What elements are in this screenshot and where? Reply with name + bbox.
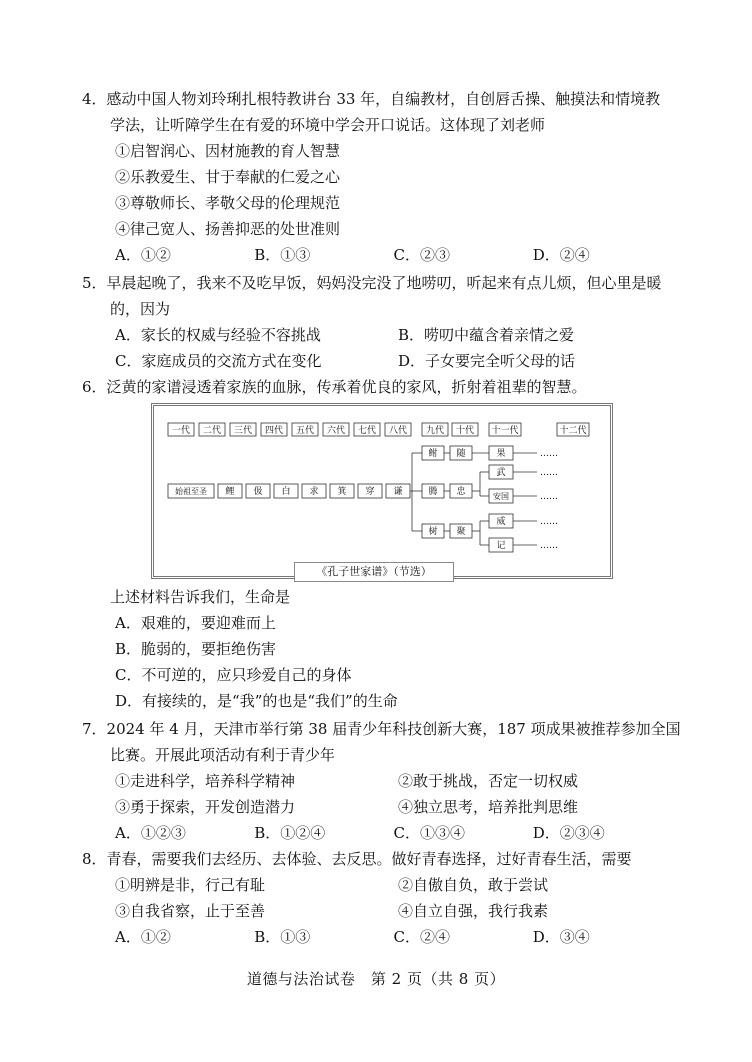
eleventh-0: 果 [496,449,506,459]
q8-item-4: ④自立自强，我行我素 [398,902,549,920]
chain-2: 伋 [253,487,263,497]
ellipsis-3: …… [540,492,558,502]
q4-item-3: ③尊敬师长、孝敬父母的伦理规范 [115,194,341,212]
q7-option-c[interactable]: C．①③④ [393,824,465,842]
q7-items-row1 [82,768,672,794]
chain-0: 始祖至圣 [175,487,207,496]
question-5 [82,270,672,374]
chain-5: 箕 [337,487,347,497]
q4-stem-line1: 4．感动中国人物刘玲琍扎根特教讲台 33 年，自编教材，自创唇舌操、触摸法和情境教 [82,90,661,108]
q8-items-row1 [82,872,672,898]
gen-6: 六代 [326,426,346,436]
q4-options [82,242,672,268]
q7-item-3: ③勇于探索，开发创造潜力 [115,798,296,816]
q5-stem-line2: 的，因为 [110,300,171,318]
q6-option-d[interactable]: D．有接续的，是“我”的也是“我们”的生命 [115,692,398,710]
tenth-2: 聚 [456,527,466,537]
chain-3: 白 [281,487,291,497]
gen-4: 四代 [264,426,284,436]
eleventh-4: 记 [496,541,506,551]
q6-option-a[interactable]: A．艰难的，要迎难而上 [115,614,276,632]
q5-option-c[interactable]: C．家庭成员的交流方式在变化 [115,352,322,370]
q6-option-c[interactable]: C．不可逆的，应只珍爱自己的身体 [115,666,352,684]
ninth-0: 鲋 [428,449,438,459]
eleventh-1: 武 [496,468,506,478]
gen-9: 九代 [425,426,445,436]
q8-item-1: ①明辨是非，行己有耻 [115,876,266,894]
q8-option-d[interactable]: D．③④ [532,928,590,946]
q5-options-row1 [82,322,672,348]
family-tree-svg [154,406,610,576]
q8-options [82,924,672,950]
q8-option-a[interactable]: A．①② [115,928,171,946]
figure-caption: 《孔子世家谱》（节选） [294,562,454,582]
q5-stem-line1: 5．早晨起晚了，我来不及吃早饭，妈妈没完没了地唠叨，听起来有点儿烦，但心里是暖 [82,274,662,292]
gen-10: 十代 [455,426,475,436]
ninth-2: 树 [428,527,438,537]
question-4 [82,86,672,268]
chain-7: 谦 [393,487,403,497]
ellipsis-4: …… [540,517,558,527]
q7-items-row2 [82,794,672,820]
question-8 [82,846,672,950]
q4-item-2: ②乐教爱生、甘于奉献的仁爱之心 [115,168,341,186]
eleventh-2: 安国 [493,492,509,501]
q4-option-d[interactable]: D．②④ [532,246,590,264]
q7-option-a[interactable]: A．①②③ [115,824,186,842]
gen-2: 二代 [202,426,222,436]
q7-stem-line1: 7．2024 年 4 月，天津市举行第 38 届青少年科技创新大赛，187 项成果被推荐参加全国 [82,720,681,738]
q6-option-b[interactable]: B．脆弱的，要拒绝伤害 [115,640,277,658]
question-7 [82,716,681,846]
tenth-1: 忠 [456,487,466,497]
gen-3: 三代 [233,426,253,436]
family-tree-figure [151,403,613,579]
ninth-1: 腾 [428,487,438,497]
q7-item-4: ④独立思考，培养批判思维 [398,798,579,816]
chain-1: 鲤 [225,487,235,497]
q8-stem: 8．青春，需要我们去经历、去体验、去反思。做好青春选择，过好青春生活，需要 [82,850,632,868]
q7-option-d[interactable]: D．②③④ [532,824,605,842]
gen-7: 七代 [357,426,377,436]
ellipsis-5: …… [540,541,558,551]
page-footer: 道德与法治试卷 第 2 页（共 8 页） [246,970,506,988]
q8-option-c[interactable]: C．②④ [393,928,450,946]
chain-6: 穿 [365,487,375,497]
q4-stem-line2: 学法，让听障学生在有爱的环境中学会开口说话。这体现了刘老师 [110,116,546,134]
q5-option-a[interactable]: A．家长的权威与经验不容挑战 [115,326,321,344]
q6-stem-2: 上述材料告诉我们，生命是 [110,588,291,606]
q4-option-a[interactable]: A．①② [115,246,171,264]
question-6 [82,374,672,400]
q7-item-1: ①走进科学，培养科学精神 [115,772,296,790]
q5-options-row2 [82,348,672,374]
gen-5: 五代 [295,426,315,436]
q8-item-2: ②自傲自负，敢于尝试 [398,876,549,894]
q4-option-c[interactable]: C．②③ [393,246,450,264]
question-6-body [82,584,672,714]
q8-item-3: ③自我省察，止于至善 [115,902,266,920]
q8-option-b[interactable]: B．①③ [254,928,311,946]
q7-item-2: ②敢于挑战，否定一切权威 [398,772,579,790]
ellipsis-1: …… [540,449,558,459]
q4-option-b[interactable]: B．①③ [254,246,311,264]
gen-12: 十二代 [559,426,587,436]
q5-option-d[interactable]: D．子女要完全听父母的话 [398,352,576,370]
q6-stem: 6．泛黄的家谱浸透着家族的血脉，传承着优良的家风，折射着祖辈的智慧。 [82,378,587,396]
q4-item-4: ④律己宽人、扬善抑恶的处世准则 [115,220,341,238]
q4-item-1: ①启智润心、因材施教的育人智慧 [115,142,341,160]
gen-8: 八代 [388,426,408,436]
eleventh-3: 威 [496,517,506,527]
ellipsis-2: …… [540,468,558,478]
gen-1: 一代 [171,426,191,436]
q7-stem-line2: 比赛。开展此项活动有利于青少年 [110,746,336,764]
q8-items-row2 [82,898,672,924]
q7-option-b[interactable]: B．①②④ [254,824,326,842]
gen-11: 十一代 [491,426,519,436]
chain-4: 求 [309,487,319,497]
q5-option-b[interactable]: B．唠叨中蕴含着亲情之爱 [398,326,575,344]
tenth-0: 随 [456,449,466,459]
q7-options [82,820,672,846]
